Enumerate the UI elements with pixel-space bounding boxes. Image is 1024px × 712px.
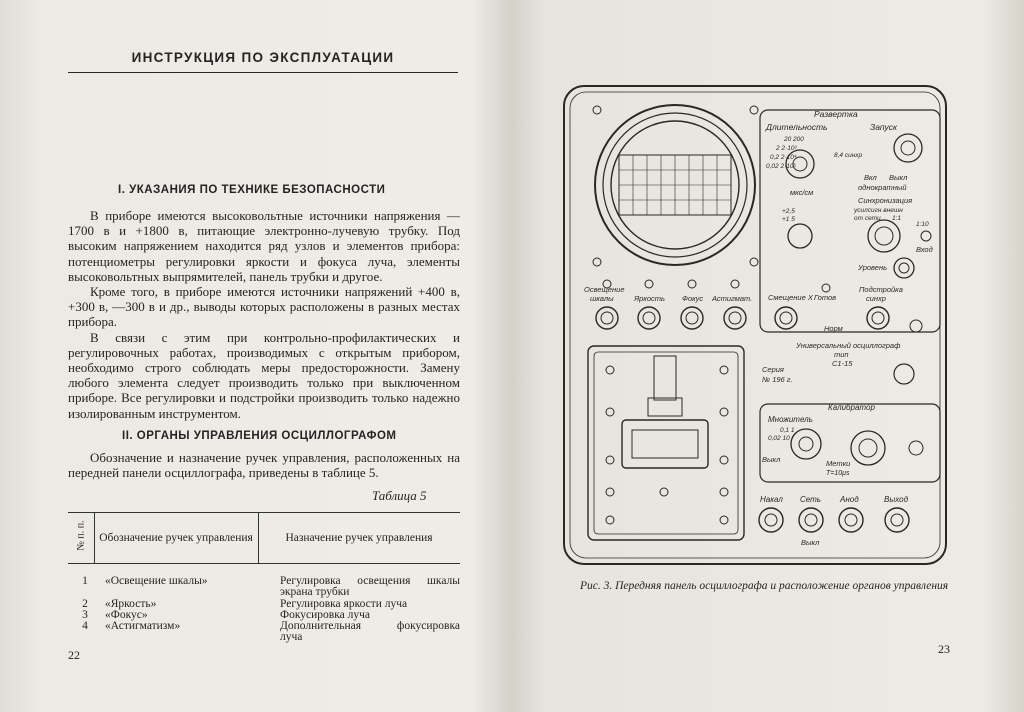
col-header-name: Обозначение ручек управления: [94, 513, 259, 563]
row-purpose: Фокусировка луча: [280, 609, 370, 621]
panel-label: 1:10: [916, 221, 929, 228]
col-header-purpose: Назначение ручек управления: [285, 532, 433, 544]
marker-switch: [851, 431, 885, 465]
row-name: «Яркость»: [105, 598, 157, 610]
connector: [622, 420, 708, 468]
panel-label: № 196 г.: [762, 375, 793, 384]
panel-label: 0,02 10: [768, 435, 790, 442]
x-shift-knob: [775, 307, 797, 329]
multiplier-knob: [791, 429, 821, 459]
panel-label: Анод: [840, 495, 859, 504]
panel-label: Выкл: [801, 538, 820, 547]
panel-label: +1 5: [782, 216, 795, 223]
paragraph: Кроме того, в приборе имеются источники напряжений +400 в, +300 в, —300 в и др., выводы которых расположены в разных местах прибора.: [68, 284, 460, 330]
panel-label: Освещение: [584, 285, 625, 294]
panel-label: Вкл: [864, 173, 877, 182]
panel-label: Астигмат.: [712, 294, 753, 303]
oscilloscope-panel-figure: [514, 0, 1024, 620]
panel-label: Длительность: [766, 122, 828, 132]
panel-label: Сеть: [800, 495, 822, 504]
panel-label: Смещение X: [768, 293, 813, 302]
panel-label: 0,02 2·10⁵: [766, 163, 797, 170]
panel-label: синхр: [866, 294, 886, 303]
table-caption: Таблица 5: [372, 488, 427, 503]
section-2-body: [68, 450, 460, 480]
page-number: 23: [938, 642, 950, 656]
trigger-knob: [894, 134, 922, 162]
col-header-number: № п. п.: [68, 513, 95, 563]
panel-label: Множитель: [768, 415, 813, 424]
panel-label: усилсигн внешн: [854, 207, 903, 214]
panel-label: Уровень: [858, 263, 888, 272]
figure-caption: Рис. 3. Передняя панель осциллографа и расположение органов управления: [580, 580, 949, 592]
panel-label: Выкл: [889, 173, 908, 182]
plugin-unit: [588, 346, 744, 540]
panel-label: 0,1 1: [780, 427, 795, 434]
panel-label: Серия: [762, 365, 784, 374]
panel-label: 8,4 синхр: [834, 152, 863, 159]
panel-label: С1-15: [832, 359, 853, 368]
panel-outline: [564, 86, 946, 564]
panel-label: Фокус: [682, 294, 704, 303]
section-1-body: [68, 208, 460, 421]
panel-label: Универсальный осциллограф: [796, 341, 901, 350]
row-number: 1: [82, 575, 88, 587]
row-name: «Освещение шкалы»: [105, 575, 208, 587]
controls-table-header: [68, 512, 460, 564]
sync-trim-knob: [867, 307, 889, 329]
panel-label: мкс/см: [790, 188, 814, 197]
row-purpose: Регулировка освещения шкалы: [280, 575, 460, 587]
row-purpose: Регулировка яркости луча: [280, 598, 408, 610]
panel-label: Норм: [824, 324, 843, 333]
panel-label: 1:1: [892, 215, 902, 222]
panel-label: однократный: [858, 183, 907, 192]
panel-label: тип: [834, 350, 849, 359]
paragraph: Обозначение и назначение ручек управления, расположенных на передней панели осциллографа, приведены в таблице 5.: [68, 450, 460, 481]
panel-label: Яркость: [634, 294, 665, 303]
panel-label: Подстройка: [859, 285, 903, 294]
panel-label: 2 2·10³: [776, 145, 797, 152]
running-title: ИНСТРУКЦИЯ ПО ЭКСПЛУАТАЦИИ: [131, 50, 395, 65]
header-rule: [68, 72, 458, 73]
row-name: «Фокус»: [105, 609, 148, 621]
row-purpose-cont: луча: [280, 631, 303, 643]
paragraph: В связи с этим при контрольно-профилактических и регулировочных работах, производимых с открытым прибором, необходимо строго соблюдать меры предосторожности. Замену любого элемента следует производить только при выключенном приборе. Все регулировки и подстройки производить только надежно изолированным инструментом.: [68, 329, 460, 421]
level-knob: [894, 258, 914, 278]
page-number: 22: [68, 648, 80, 662]
panel-label: от сети: [854, 215, 881, 222]
row-number: 3: [82, 609, 88, 621]
panel-label: 0,2 2·10⁴: [770, 154, 797, 161]
panel-label: T=10μs: [826, 470, 850, 477]
sync-switch: [868, 220, 900, 252]
paragraph: В приборе имеются высоковольтные источники напряжения —1700 в и +1800 в, питающие электронно-лучевую трубку. Под высоким напряжением находится ряд узлов и элементов прибора: потенциометры регулировки яркости и фокуса луча, элементы высоковольтных выпрямителей, панель трубки и другое.: [68, 208, 460, 284]
panel-label: Развертка: [814, 109, 858, 119]
panel-label: Выкл: [762, 455, 781, 464]
ready-lamp: [822, 284, 830, 292]
knob-row-bottom: [759, 508, 909, 532]
row-name: «Астигматизм»: [105, 620, 181, 632]
panel-label: Синхронизация: [858, 196, 913, 205]
panel-label: +2,5: [782, 208, 795, 215]
panel-label: Запуск: [870, 122, 898, 132]
panel-label: Метки: [826, 459, 851, 468]
x-vernier-knob: [788, 224, 812, 248]
panel-label: 20 200: [784, 136, 804, 143]
section-2-heading: II. ОРГАНЫ УПРАВЛЕНИЯ ОСЦИЛЛОГРАФОМ: [122, 430, 397, 442]
row-number: 2: [82, 598, 88, 610]
row-purpose: Дополнительная фокусировка: [280, 620, 460, 632]
panel-label: Калибратор: [828, 403, 875, 412]
row-number: 4: [82, 620, 88, 632]
panel-label: Вход: [916, 245, 933, 254]
panel-label: Выход: [884, 495, 909, 504]
panel-label: шкалы: [590, 294, 614, 303]
panel-label: Накал: [760, 495, 783, 504]
right-page: [514, 0, 1024, 712]
left-page: [0, 0, 510, 712]
section-1-heading: I. УКАЗАНИЯ ПО ТЕХНИКЕ БЕЗОПАСНОСТИ: [118, 184, 386, 196]
panel-label: Готов: [814, 293, 837, 302]
row-purpose-cont: экрана трубки: [280, 586, 350, 598]
